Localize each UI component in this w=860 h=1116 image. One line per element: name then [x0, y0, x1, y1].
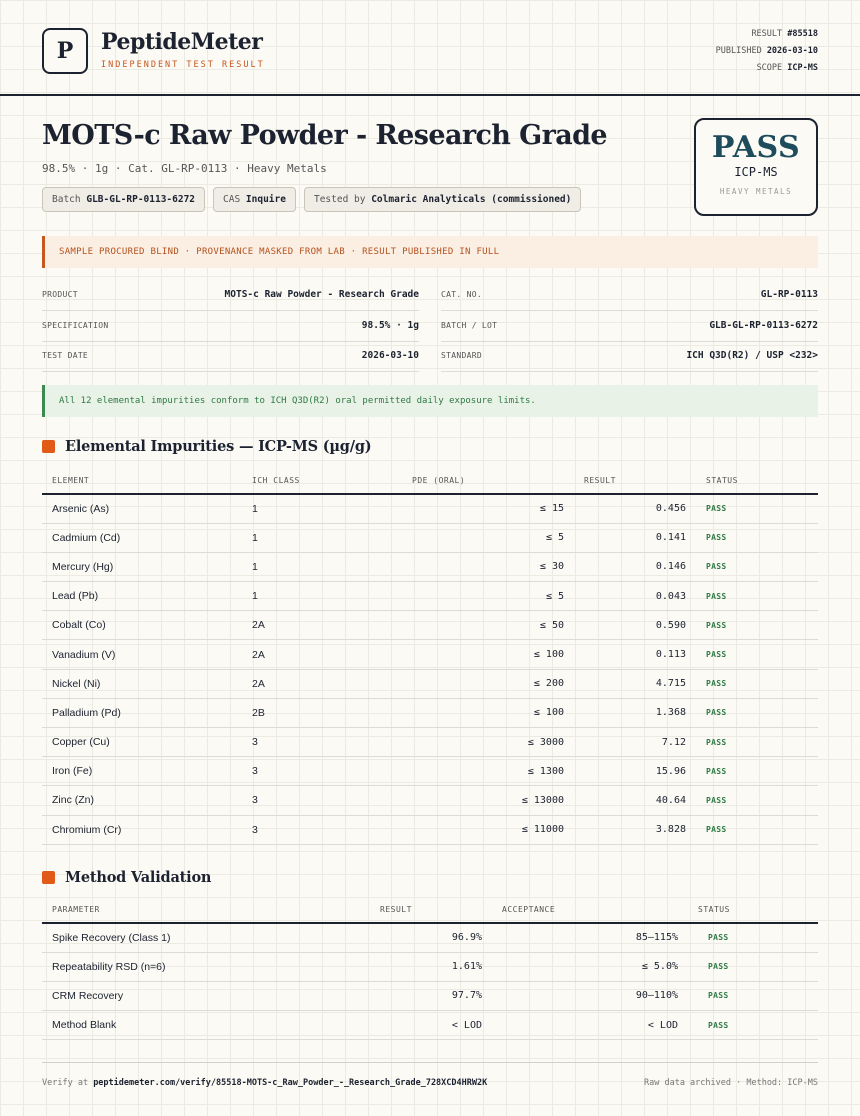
- status-cell: PASS: [696, 523, 818, 552]
- info-cat-no: CAT. NO. GL-RP-0113: [441, 281, 818, 311]
- element-cell: Chromium (Cr): [42, 815, 242, 844]
- ich-class-cell: 1: [242, 523, 402, 552]
- info-product: PRODUCT MOTS-c Raw Powder - Research Grade: [42, 281, 419, 311]
- ich-class-cell: 2A: [242, 640, 402, 669]
- status-cell: PASS: [696, 552, 818, 581]
- result-cell: 0.146: [574, 552, 696, 581]
- verify-line: Verify at peptidemeter.com/verify/85518-MOTS-c_Raw_Powder_-_Research_Grade_728XCD4HRW2K: [42, 1078, 488, 1088]
- table-row: [42, 757, 818, 786]
- ich-class-cell: 3: [242, 728, 402, 757]
- status-cell: PASS: [688, 923, 818, 952]
- element-cell: Mercury (Hg): [42, 552, 242, 581]
- status-cell: PASS: [688, 981, 818, 1010]
- result-cell: 0.043: [574, 582, 696, 611]
- table-row: [42, 1011, 818, 1040]
- tested-by-pill: Tested by Colmaric Analyticals (commissioned): [304, 187, 581, 212]
- table-row: [42, 611, 818, 640]
- procurement-notice: SAMPLE PROCURED BLIND · PROVENANCE MASKED FROM LAB · RESULT PUBLISHED IN FULL: [42, 236, 818, 268]
- brand-name: PeptideMeter: [101, 29, 263, 55]
- tag-pills: [42, 187, 581, 212]
- status-cell: PASS: [696, 611, 818, 640]
- validation-table: [42, 896, 818, 1040]
- result-id: RESULT #85518: [751, 29, 818, 39]
- pde-cell: ≤ 11000: [402, 815, 574, 844]
- element-cell: Arsenic (As): [42, 494, 242, 523]
- status-cell: PASS: [696, 698, 818, 727]
- status-cell: PASS: [696, 640, 818, 669]
- parameter-cell: Repeatability RSD (n=6): [42, 952, 370, 981]
- status-cell: PASS: [696, 815, 818, 844]
- result-cell: 97.7%: [370, 981, 492, 1010]
- element-cell: Copper (Cu): [42, 728, 242, 757]
- table-row: [42, 728, 818, 757]
- verdict-method: ICP-MS: [734, 165, 778, 179]
- info-batch: BATCH / LOT GLB-GL-RP-0113-6272: [441, 312, 818, 342]
- acceptance-cell: 85–115%: [492, 923, 688, 952]
- result-cell: 3.828: [574, 815, 696, 844]
- table-row: [42, 815, 818, 844]
- parameter-cell: CRM Recovery: [42, 981, 370, 1010]
- status-cell: PASS: [696, 669, 818, 698]
- brand-tagline: INDEPENDENT TEST RESULT: [101, 60, 265, 70]
- pde-cell: ≤ 5: [402, 582, 574, 611]
- table-row: [42, 698, 818, 727]
- published-date: PUBLISHED 2026-03-10: [715, 46, 818, 56]
- result-cell: 96.9%: [370, 923, 492, 952]
- table-header-row: PARAMETER RESULT ACCEPTANCE STATUS: [42, 896, 818, 923]
- section-marker-icon: [42, 871, 55, 884]
- status-cell: PASS: [696, 757, 818, 786]
- archive-note: Raw data archived · Method: ICP-MS: [644, 1078, 818, 1088]
- table-row: [42, 552, 818, 581]
- pde-cell: ≤ 15: [402, 494, 574, 523]
- ich-class-cell: 1: [242, 552, 402, 581]
- info-specification: SPECIFICATION 98.5% · 1g: [42, 312, 419, 342]
- table-row: [42, 952, 818, 981]
- element-cell: Iron (Fe): [42, 757, 242, 786]
- result-cell: 0.456: [574, 494, 696, 523]
- pde-cell: ≤ 5: [402, 523, 574, 552]
- element-cell: Cadmium (Cd): [42, 523, 242, 552]
- verdict-word: PASS: [711, 130, 801, 165]
- status-cell: PASS: [696, 786, 818, 815]
- info-test-date: TEST DATE 2026-03-10: [42, 342, 419, 372]
- ich-class-cell: 2A: [242, 611, 402, 640]
- section-marker-icon: [42, 440, 55, 453]
- table-row: [42, 981, 818, 1010]
- impurities-heading: Elemental Impurities — ICP-MS (µg/g): [42, 438, 371, 455]
- result-cell: 7.12: [574, 728, 696, 757]
- ich-class-cell: 2A: [242, 669, 402, 698]
- verdict-scope: HEAVY METALS: [719, 187, 793, 196]
- report-header: [0, 0, 860, 96]
- result-cell: 0.113: [574, 640, 696, 669]
- verify-link[interactable]: peptidemeter.com/verify/85518-MOTS-c_Raw_Powder_-_Research_Grade_728XCD4HRW2K: [93, 1078, 488, 1088]
- brand-logo: P: [42, 28, 88, 74]
- result-cell: 4.715: [574, 669, 696, 698]
- table-header-row: ELEMENT ICH CLASS PDE (ORAL) RESULT STATUS: [42, 467, 818, 494]
- ich-class-cell: 2B: [242, 698, 402, 727]
- table-row: [42, 669, 818, 698]
- status-cell: PASS: [688, 1011, 818, 1040]
- page-subtitle: 98.5% · 1g · Cat. GL-RP-0113 · Heavy Metals: [42, 162, 327, 175]
- pde-cell: ≤ 50: [402, 611, 574, 640]
- ich-class-cell: 1: [242, 494, 402, 523]
- acceptance-cell: 90–110%: [492, 981, 688, 1010]
- table-row: [42, 923, 818, 952]
- result-cell: 0.141: [574, 523, 696, 552]
- result-cell: 0.590: [574, 611, 696, 640]
- page-title: MOTS-c Raw Powder - Research Grade: [42, 120, 607, 151]
- table-row: [42, 523, 818, 552]
- pde-cell: ≤ 100: [402, 698, 574, 727]
- status-cell: PASS: [696, 494, 818, 523]
- result-cell: 1.368: [574, 698, 696, 727]
- scope: SCOPE ICP-MS: [756, 63, 818, 73]
- parameter-cell: Spike Recovery (Class 1): [42, 923, 370, 952]
- element-cell: Vanadium (V): [42, 640, 242, 669]
- validation-heading: Method Validation: [42, 869, 211, 886]
- result-cell: < LOD: [370, 1011, 492, 1040]
- pde-cell: ≤ 13000: [402, 786, 574, 815]
- status-cell: PASS: [688, 952, 818, 981]
- element-cell: Nickel (Ni): [42, 669, 242, 698]
- parameter-cell: Method Blank: [42, 1011, 370, 1040]
- conformance-banner: All 12 elemental impurities conform to ICH Q3D(R2) oral permitted daily exposure limits.: [42, 385, 818, 417]
- status-cell: PASS: [696, 582, 818, 611]
- element-cell: Lead (Pb): [42, 582, 242, 611]
- pde-cell: ≤ 1300: [402, 757, 574, 786]
- result-cell: 1.61%: [370, 952, 492, 981]
- ich-class-cell: 1: [242, 582, 402, 611]
- status-cell: PASS: [696, 728, 818, 757]
- table-row: [42, 494, 818, 523]
- impurities-table: [42, 467, 818, 845]
- pde-cell: ≤ 30: [402, 552, 574, 581]
- batch-pill: Batch GLB-GL-RP-0113-6272: [42, 187, 205, 212]
- acceptance-cell: < LOD: [492, 1011, 688, 1040]
- cas-pill: CAS Inquire: [213, 187, 296, 212]
- ich-class-cell: 3: [242, 815, 402, 844]
- element-cell: Palladium (Pd): [42, 698, 242, 727]
- ich-class-cell: 3: [242, 786, 402, 815]
- acceptance-cell: ≤ 5.0%: [492, 952, 688, 981]
- info-standard: STANDARD ICH Q3D(R2) / USP <232>: [441, 342, 818, 372]
- ich-class-cell: 3: [242, 757, 402, 786]
- table-row: [42, 640, 818, 669]
- table-row: [42, 786, 818, 815]
- result-cell: 15.96: [574, 757, 696, 786]
- report-footer: [42, 1062, 818, 1102]
- pde-cell: ≤ 3000: [402, 728, 574, 757]
- result-cell: 40.64: [574, 786, 696, 815]
- element-cell: Cobalt (Co): [42, 611, 242, 640]
- pde-cell: ≤ 100: [402, 640, 574, 669]
- element-cell: Zinc (Zn): [42, 786, 242, 815]
- pde-cell: ≤ 200: [402, 669, 574, 698]
- verdict-stamp: [694, 118, 818, 216]
- table-row: [42, 582, 818, 611]
